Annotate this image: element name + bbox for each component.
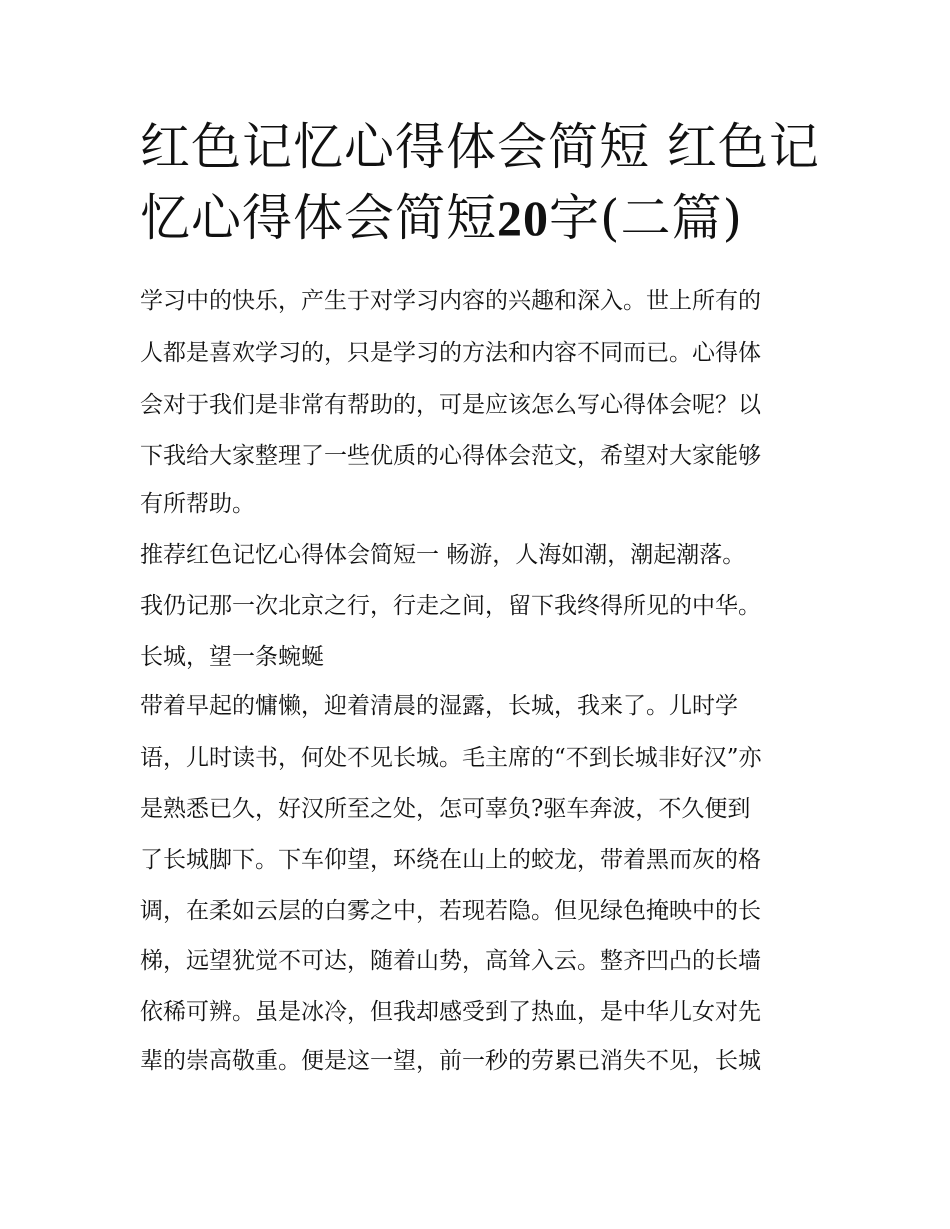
body-line-12: 了长城脚下。下车仰望，环绕在山上的蛟龙，带着黑而灰的格 xyxy=(140,847,761,873)
body-line-9: 带着早起的慵懒，迎着清晨的湿露，长城，我来了。儿时学 xyxy=(140,693,738,719)
body-line-6: 推荐红色记忆心得体会简短一 畅游，人海如潮，潮起潮落。 xyxy=(140,542,746,568)
document-title xyxy=(140,112,820,254)
body-line-2: 人都是喜欢学习的，只是学习的方法和内容不同而已。心得体 xyxy=(140,340,761,366)
body-line-16: 辈的崇高敬重。便是这一望，前一秒的劳累已消失不见，长城 xyxy=(140,1048,761,1074)
body-line-14: 梯，远望犹觉不可达，随着山势，高耸入云。整齐凹凸的长墙 xyxy=(140,948,761,974)
body-line-5: 有所帮助。 xyxy=(140,491,255,517)
body-line-8: 长城，望一条蜿蜒 xyxy=(140,644,324,670)
title-text-part2: 字(二篇) xyxy=(549,189,744,247)
body-line-7: 我仍记那一次北京之行，行走之间，留下我终得所见的中华。 xyxy=(140,593,761,619)
body-line-15: 依稀可辨。虽是冰冷，但我却感受到了热血，是中华儿女对先 xyxy=(140,999,761,1025)
body-line-11: 是熟悉已久，好汉所至之处，怎可辜负?驱车奔波，不久便到 xyxy=(140,796,751,822)
body-line-4: 下我给大家整理了一些优质的心得体会范文，希望对大家能够 xyxy=(140,443,761,469)
body-line-13: 调，在柔如云层的白雾之中，若现若隐。但见绿色掩映中的长 xyxy=(140,898,761,924)
body-line-10: 语，儿时读书，何处不见长城。毛主席的“不到长城非好汉”亦 xyxy=(140,745,762,771)
title-text-part1: 红色记忆心得体会简短 红色记忆心得体会简短 xyxy=(140,118,820,247)
body-line-1: 学习中的快乐，产生于对学习内容的兴趣和深入。世上所有的 xyxy=(140,288,761,314)
body-line-3: 会对于我们是非常有帮助的，可是应该怎么写心得体会呢？以 xyxy=(140,392,761,418)
title-number: 20 xyxy=(497,190,549,246)
